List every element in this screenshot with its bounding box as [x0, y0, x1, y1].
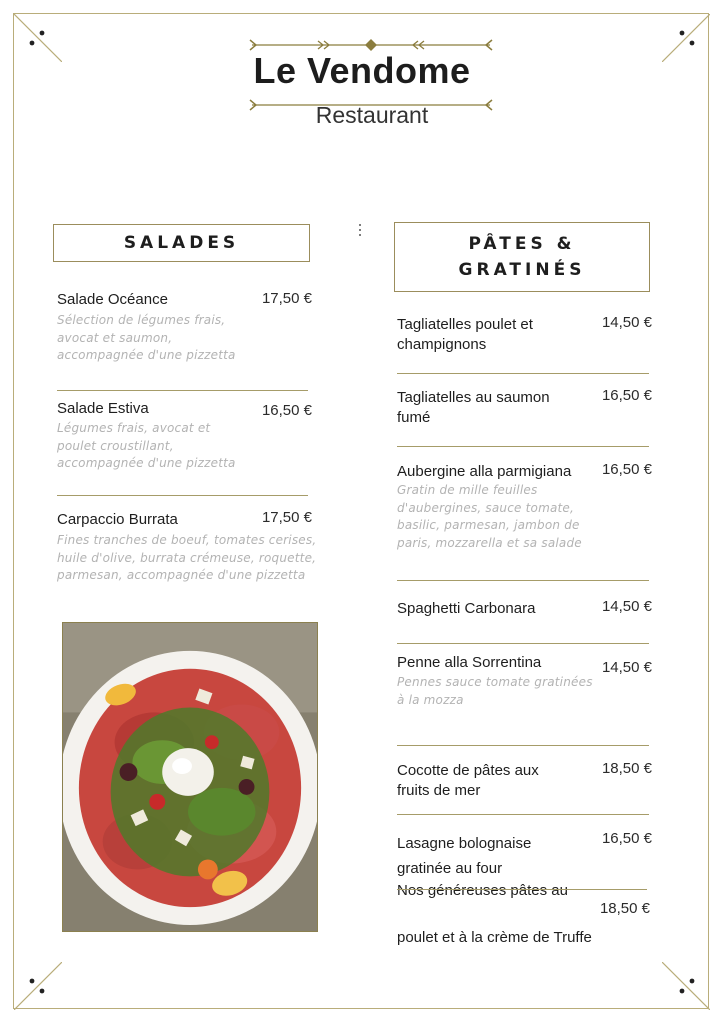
menu-item-name: poulet et à la crème de Truffe [397, 929, 592, 946]
menu-item-name: Nos généreuses pâtes au [397, 882, 568, 899]
menu-item-description: Sélection de légumes frais, avocat et saumon, accompagnée d'une pizzetta [57, 313, 236, 362]
menu-item-price: 18,50 € [601, 760, 652, 777]
menu-item-description: Gratin de mille feuilles d'aubergines, sauce tomate, basilic, parmesan, jambon de paris, mozzarella et sa salade [397, 483, 582, 550]
restaurant-name: Le Vendome [253, 50, 471, 91]
item-divider [397, 446, 649, 447]
item-divider [397, 643, 649, 644]
menu-item-price: 16,50 € [601, 387, 652, 404]
section-title-salades: SALADES [53, 224, 310, 262]
menu-item-description: Fines tranches de boeuf, tomates cerises, huile d'olive, burrata crémeuse, roquette, parmesan, accompagnée d'une pizzetta [57, 533, 317, 582]
corner-ornament-bottom-left [14, 962, 62, 1010]
menu-item-name: Penne alla Sorrentina [397, 654, 542, 671]
corner-ornament-bottom-right [662, 962, 710, 1010]
menu-item-name: Salade Océance [57, 291, 168, 308]
menu-item-price: 16,50 € [261, 402, 312, 419]
item-divider [397, 814, 649, 815]
separator-dots [356, 222, 364, 240]
menu-item-price: 17,50 € [261, 509, 312, 526]
menu-item-name: Aubergine alla parmigiana [397, 463, 572, 480]
item-divider [397, 745, 649, 746]
dish-photo [62, 622, 318, 932]
menu-item-price: 14,50 € [601, 659, 652, 676]
menu-item-name: Tagliatelles poulet et champignons [397, 316, 533, 353]
menu-item-price: 16,50 € [601, 830, 652, 847]
menu-item-price: 18,50 € [599, 900, 650, 917]
item-divider [397, 580, 649, 581]
menu-item-name: Salade Estiva [57, 400, 149, 417]
item-divider [57, 495, 308, 496]
menu-item-name: Cocotte de pâtes aux fruits de mer [397, 762, 539, 799]
menu-item-price: 14,50 € [601, 314, 652, 331]
menu-item-description: Pennes sauce tomate gratinées à la mozza [397, 675, 593, 707]
item-divider [397, 889, 647, 890]
menu-item-name: Lasagne bolognaise gratinée au four [397, 835, 532, 877]
menu-item-name: Carpaccio Burrata [57, 511, 178, 528]
menu-item-description: Légumes frais, avocat et poulet croustillant, accompagnée d'une pizzetta [57, 421, 236, 470]
menu-item-price: 14,50 € [601, 598, 652, 615]
item-divider [57, 390, 308, 391]
menu-item-name: Tagliatelles au saumon fumé [397, 389, 550, 426]
item-divider [397, 373, 649, 374]
menu-item-price: 17,50 € [261, 290, 312, 307]
menu-item-price: 16,50 € [601, 461, 652, 478]
restaurant-subtitle: Restaurant [315, 102, 429, 128]
menu-item-name: Spaghetti Carbonara [397, 600, 536, 617]
section-title-pates: PÂTES & GRATINÉS [394, 222, 650, 292]
